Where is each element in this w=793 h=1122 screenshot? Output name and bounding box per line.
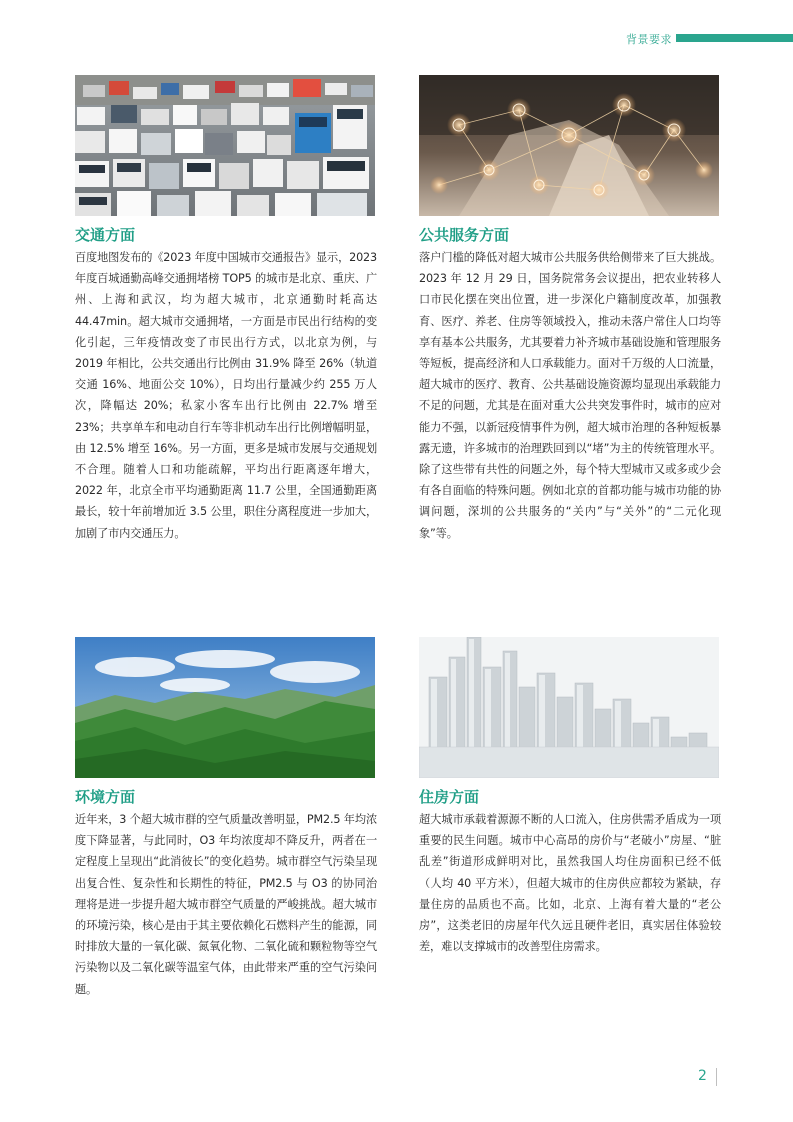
header-accent-bar [676, 34, 793, 42]
section-environment [75, 637, 377, 1000]
page-number-divider [716, 1068, 717, 1086]
section-body: 百度地图发布的《2023 年度中国城市交通报告》显示，2023 年度百城通勤高峰交通拥堵榜 TOP5 的城市是北京、重庆、广州、上海和武汉，均为超大城市，北京通勤时耗高达 44.47min。超大城市交通拥堵，一方面是市民出行结构的变化引起，三年疫情改变了市民出行方式，以北京为例，与 2019 年相比，公共交通出行比例由 31.9% 降至 26%（轨道交通 16%、地面公交 10%），日均出行量减少约 255 万人次，降幅达 20%；私家小客车出行比例由 22.7% 增至 23%；共享单车和电动自行车等非机动车出行比例增幅明显，由 12.5% 增至 16%。另一方面，更多是城市发展与交通规划不合理。随着人口和功能疏解，平均出行距离逐年增大，2022 年，北京全市平均通勤距离 11.7 公里，全国通勤距离最长，较十年前增加近 3.5 公里，职住分离程度进一步加大，加剧了市内交通压力。 [75, 251, 377, 540]
section-title: 住房方面 [419, 788, 480, 806]
section-title: 公共服务方面 [419, 226, 510, 244]
running-header: 背景要求 [626, 33, 672, 46]
section-public-service [419, 75, 721, 544]
section-title: 环境方面 [75, 788, 136, 806]
section-body: 落户门槛的降低对超大城市公共服务供给侧带来了巨大挑战。2023 年 12 月 29 日，国务院常务会议提出，把农业转移人口市民化摆在突出位置，进一步深化户籍制度改革，加强教育、医疗、养老、住房等领域投入，推动未落户常住人口均等享有基本公共服务，尤其要着力补齐城市基础设施和管理服务等短板，提高经济和人口承载能力。面对千万级的人口流量，超大城市的医疗、教育、公共基础设施资源均显现出承载能力不足的问题，尤其是在面对重大公共突发事件时，城市的应对能力不强，以新冠疫情事件为例，超大城市治理的各种短板暴露无遗，许多城市的治理跌回到以“堵”为主的传统管理水平。除了这些带有共性的问题之外，每个特大型城市又或多或少会有各自面临的特殊问题。例如北京的首都功能与城市功能的协调问题，深圳的公共服务的“关内”与“关外”的“二元化现象”等。 [419, 251, 721, 540]
traffic-jam-photo [75, 75, 375, 216]
city-skyscrapers-photo [419, 637, 719, 778]
section-body: 近年来，3 个超大城市群的空气质量改善明显，PM2.5 年均浓度下降显著，与此同时，O3 年均浓度却不降反升，两者在一定程度上呈现出“此消彼长”的变化趋势。城市群空气污染呈现出复合性、复杂性和长期性的特征，PM2.5 与 O3 的协同治理将是进一步提升超大城市群空气质量的严峻挑战。超大城市的环境污染，核心是由于其主要依赖化石燃料产生的能源，同时排放大量的一氧化碳、氮氧化物、二氧化硫和颗粒物等空气污染物以及二氧化碳等温室气体，由此带来严重的空气污染问题。 [75, 813, 377, 996]
page-number: 2 [698, 1068, 707, 1084]
section-housing [419, 637, 721, 957]
section-body: 超大城市承载着源源不断的人口流入，住房供需矛盾成为一项重要的民生问题。城市中心高昂的房价与“老破小”房屋、“脏乱差”街道形成鲜明对比，虽然我国人均住房面积已经不低（人均 40 平方米），但超大城市的住房供应都较为紧缺，存量住房的品质也不高。比如，北京、上海有着大量的“老公房”，这类老旧的房屋年代久远且硬件老旧，真实居住体验较差，难以支撑城市的改善型住房需求。 [419, 813, 721, 954]
section-title: 交通方面 [75, 226, 136, 244]
section-traffic [75, 75, 377, 544]
network-hands-photo [419, 75, 719, 216]
green-mountains-photo [75, 637, 375, 778]
